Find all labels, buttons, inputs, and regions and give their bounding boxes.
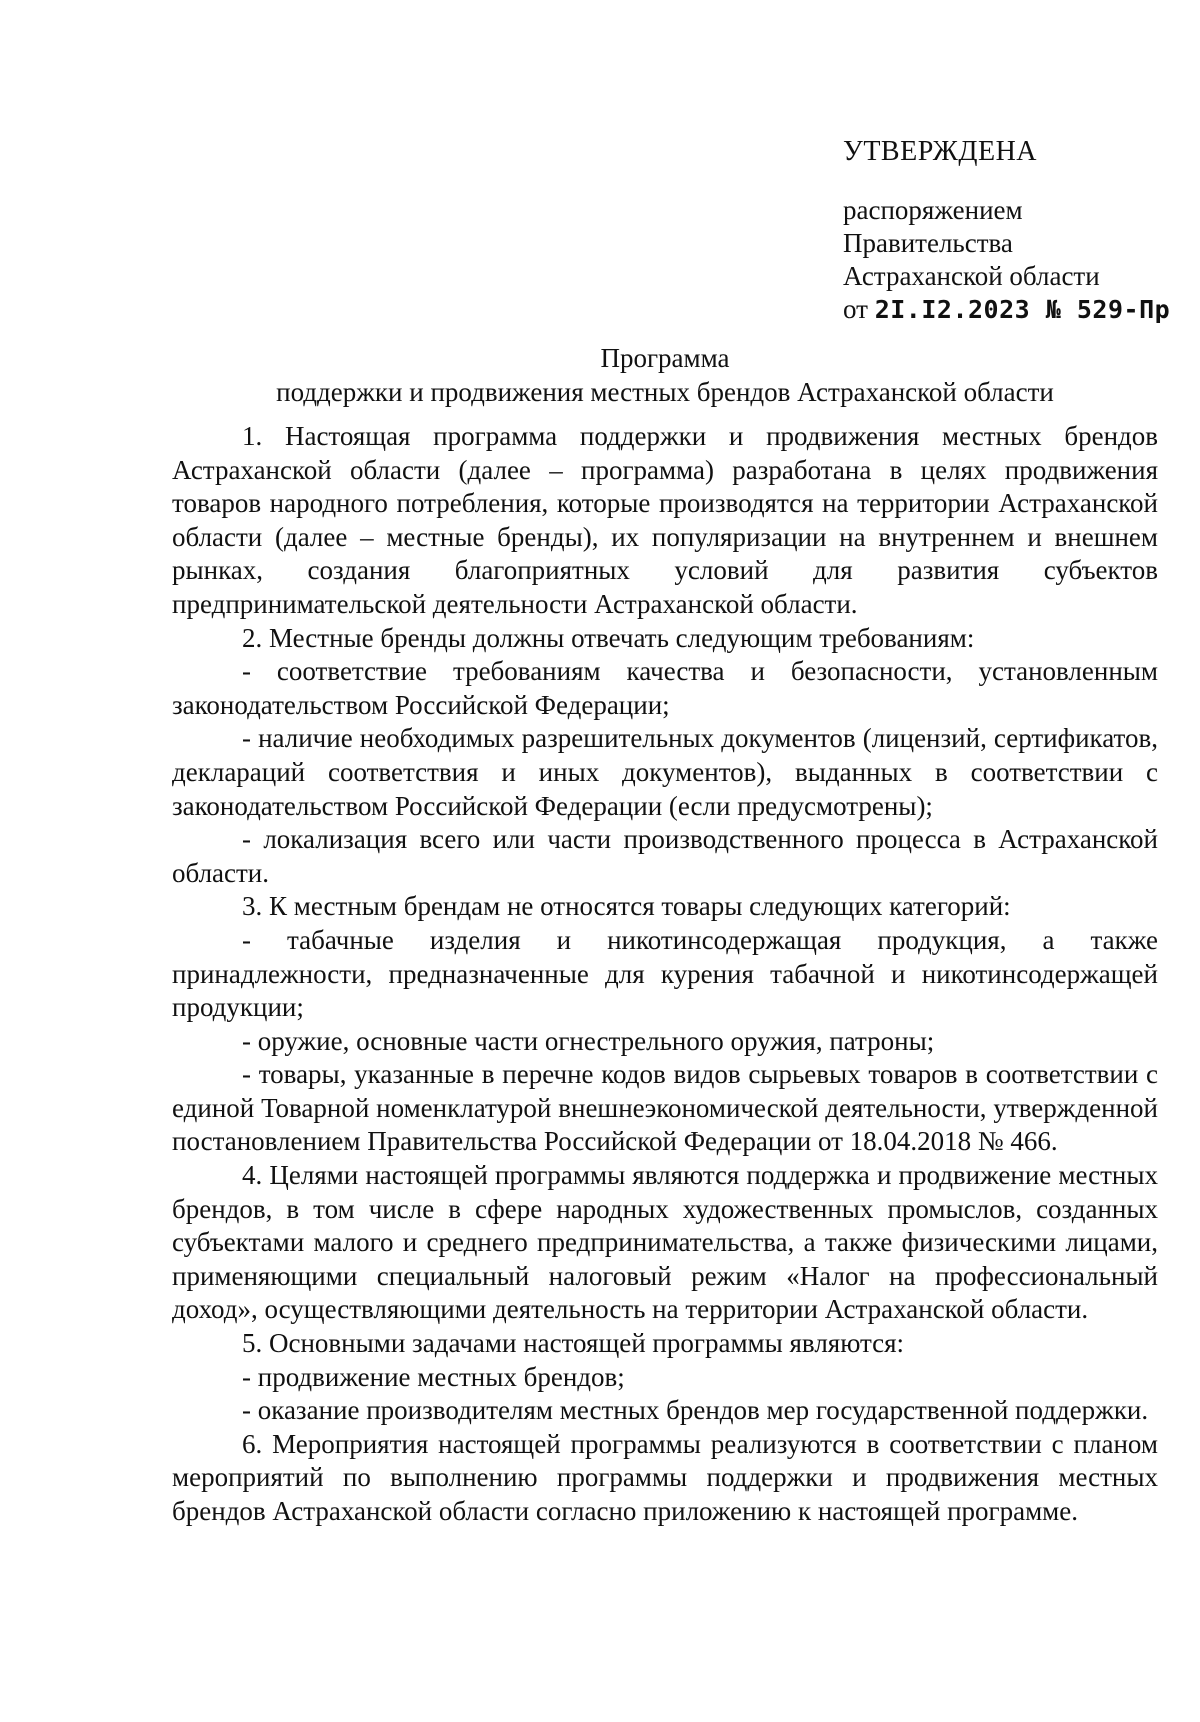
paragraph-3-item-2: - оружие, основные части огнестрельного оружия, патроны; [242,1025,935,1056]
paragraph-3: 3. К местным брендам не относятся товары следующих категорий: [242,891,1011,922]
paragraph-5: 5. Основными задачами настоящей программы являются: [242,1328,905,1359]
paragraph-2-item-1: - соответствие требованиям качества и безопасности, установленным законодательством Российской Федерации; [172,656,1158,720]
document-title-line-2: поддержки и продвижения местных брендов Астраханской области [276,377,1054,407]
approval-date-line [843,293,1173,326]
document-body [172,420,1158,1529]
paragraph-5-item-2: - оказание производителям местных брендов мер государственной поддержки. [242,1395,1149,1426]
approval-line-3: Астраханской области [843,261,1100,291]
approval-title: УТВЕРЖДЕНА [843,136,1038,167]
paragraph-3-item-1: - табачные изделия и никотинсодержащая продукция, а также принадлежности, предназначенные для курения табачной и никотинсодержащей продукции; [172,924,1158,1023]
approval-date-stamp: 2I.I2.2023 № 529-Пр [874,295,1171,324]
paragraph-2-item-3: - локализация всего или части производственного процесса в Астраханской области. [172,824,1158,888]
document-title-line-1: Программа [600,343,730,373]
document-title [172,341,1158,409]
paragraph-2-item-2: - наличие необходимых разрешительных документов (лицензий, сертификатов, деклараций соответствия и иных документов), выданных в соответствии с законодательством Российской Федерации (если предусмотрены); [172,723,1158,821]
paragraph-5-item-1: - продвижение местных брендов; [242,1361,625,1392]
paragraph-3-item-3: - товары, указанные в перечне кодов видов сырьевых товаров в соответствии с единой Товарной номенклатурой внешнеэкономической деятельности, утвержденной постановлением Правительства Российской Федерации от 18.04.2018 № 466. [172,1059,1158,1157]
approval-block [843,135,1173,326]
approval-line-1: распоряжением [843,195,1023,225]
paragraph-1: 1. Настоящая программа поддержки и продвижения местных брендов Астраханской области (далее – программа) разработана в целях продвижения товаров народного потребления, которые производятся на территории Астраханской области (далее – местные бренды), их популяризации на внутреннем и внешнем рынках, создания благоприятных условий для развития субъектов предпринимательской деятельности Астраханской области. [172,421,1158,619]
paragraph-6: 6. Мероприятия настоящей программы реализуются в соответствии с планом мероприятий по выполнению программы поддержки и продвижения местных брендов Астраханской области согласно приложению к настоящей программе. [172,1428,1158,1526]
approval-date-prefix: от [843,294,868,324]
approval-line-2: Правительства [843,228,1013,258]
paragraph-4: 4. Целями настоящей программы являются поддержка и продвижение местных брендов, в том числе в сфере народных художественных промыслов, созданных субъектами малого и среднего предпринимательства, а также физическими лицами, применяющими специальный налоговый режим «Налог на профессиональный доход», осуществляющими деятельность на территории Астраханской области. [172,1160,1158,1325]
paragraph-2: 2. Местные бренды должны отвечать следующим требованиям: [242,622,975,653]
